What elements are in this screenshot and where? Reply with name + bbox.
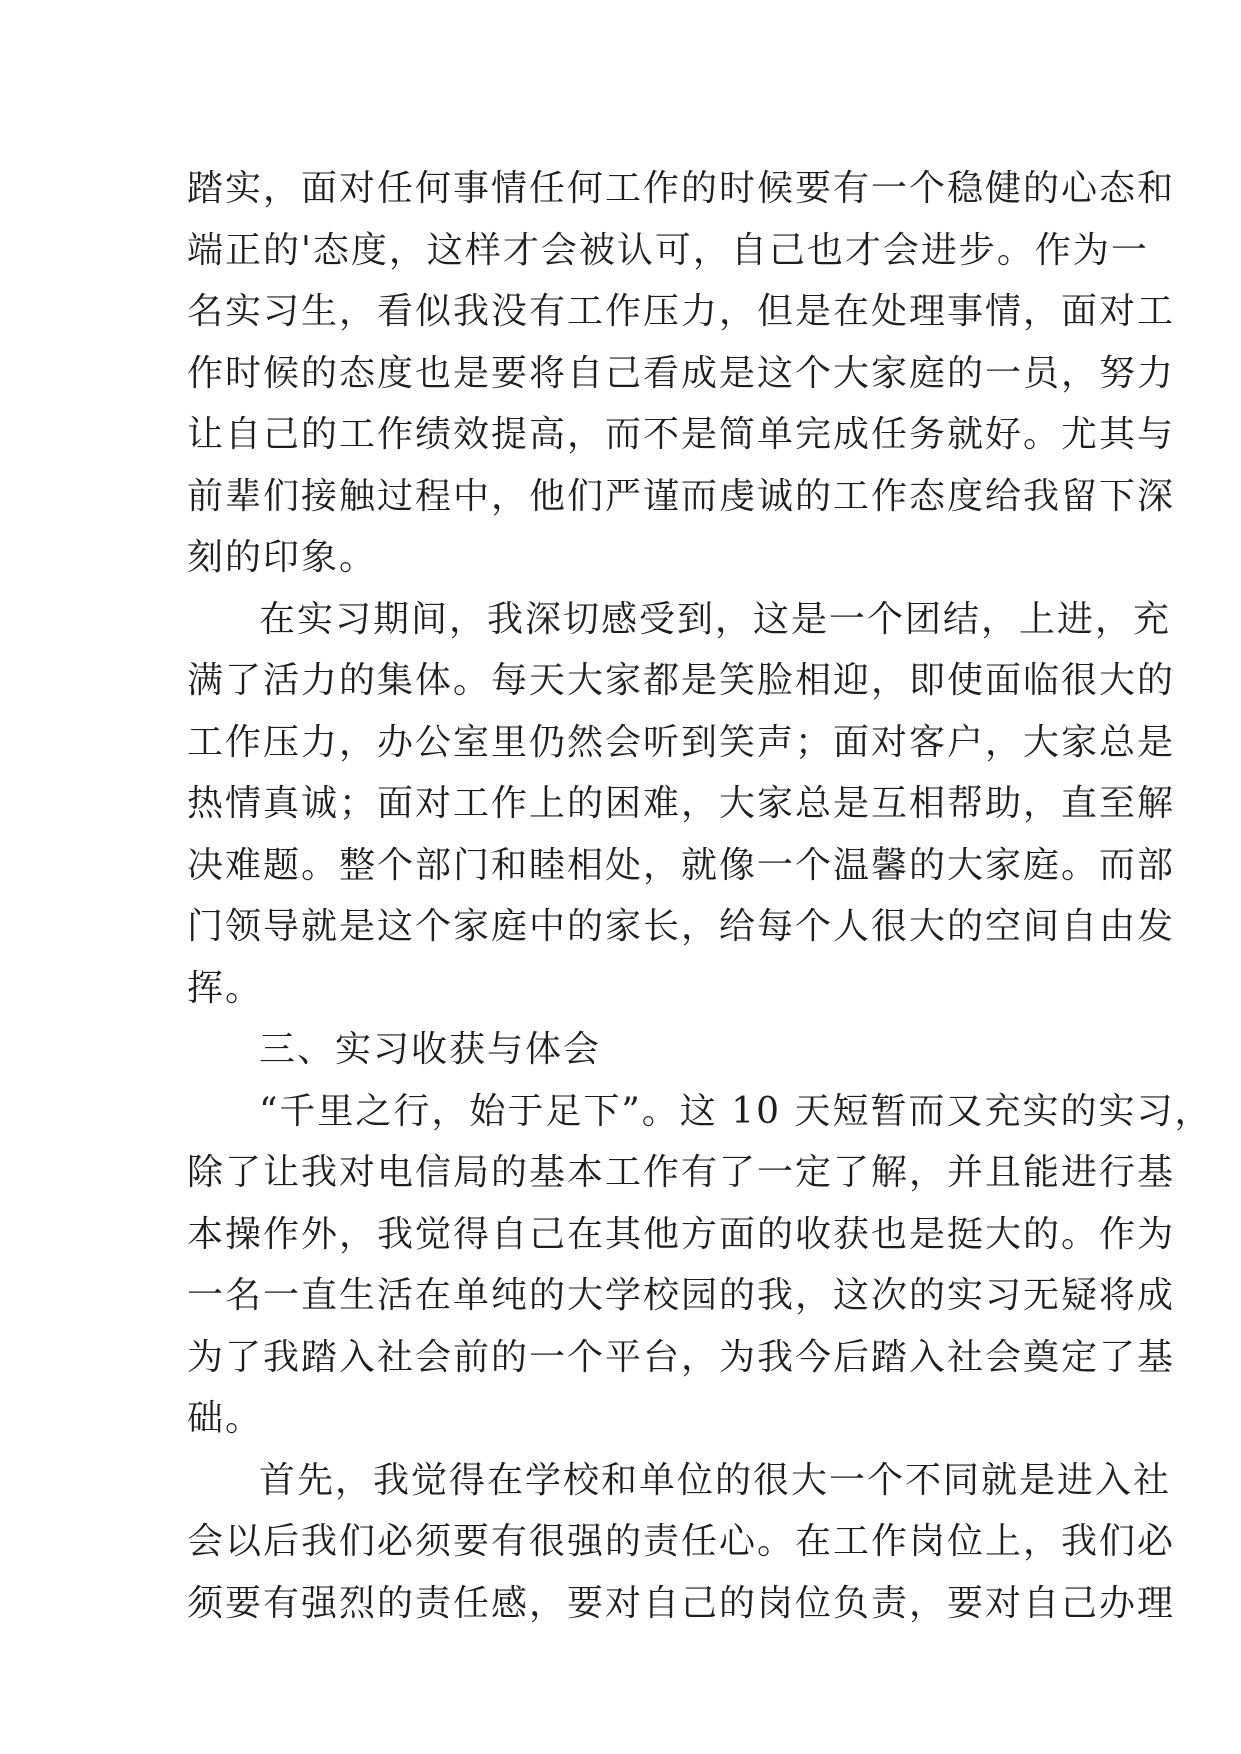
text-line: 须要有强烈的责任感，要对自己的岗位负责，要对自己办理 bbox=[187, 1582, 1176, 1624]
text-line: 挥。 bbox=[187, 967, 264, 1009]
section-heading-text: 三、实习收获与体会 bbox=[259, 1029, 602, 1070]
text-line: 工作压力，办公室里仍然会听到笑声；面对客户，大家总是 bbox=[187, 721, 1176, 763]
text-line: 刻的印象。 bbox=[187, 537, 378, 578]
text-line: 会以后我们必须要有很强的责任心。在工作岗位上，我们必 bbox=[187, 1521, 1176, 1562]
text-line: 热情真诚；面对工作上的困难，大家总是互相帮助，直至解 bbox=[187, 783, 1176, 824]
text-line: 础。 bbox=[187, 1398, 264, 1439]
text-line: 作时候的态度也是要将自己看成是这个大家庭的一员，努力 bbox=[187, 352, 1176, 394]
text-line: 踏实，面对任何事情任何工作的时候要有一个稳健的心态和 bbox=[187, 168, 1176, 209]
body-text bbox=[187, 158, 1213, 1634]
text-line: 在实习期间，我深切感受到，这是一个团结，上进，充 bbox=[259, 598, 1172, 640]
text-line: 一名一直生活在单纯的大学校园的我，这次的实习无疑将成 bbox=[187, 1275, 1176, 1316]
text-line: 端正的'态度，这样才会被认可，自己也才会进步。作为一 bbox=[187, 229, 1149, 271]
text-line: 本操作外，我觉得自己在其他方面的收获也是挺大的。作为 bbox=[187, 1213, 1176, 1255]
text-line: 让自己的工作绩效提高，而不是简单完成任务就好。尤其与 bbox=[187, 414, 1176, 455]
paragraph-1 bbox=[187, 158, 1176, 589]
text-line: 满了活力的集体。每天大家都是笑脸相迎，即使面临很大的 bbox=[187, 660, 1176, 701]
text-line: 为了我踏入社会前的一个平台，为我今后踏入社会奠定了基 bbox=[187, 1336, 1176, 1378]
paragraph-2 bbox=[187, 589, 1176, 1020]
text-line: 除了让我对电信局的基本工作有了一定了解，并且能进行基 bbox=[187, 1152, 1176, 1193]
text-line: 决难题。整个部门和睦相处，就像一个温馨的大家庭。而部 bbox=[187, 844, 1176, 886]
text-line: 首先，我觉得在学校和单位的很大一个不同就是进入社 bbox=[259, 1459, 1172, 1501]
section-heading bbox=[187, 1019, 1057, 1081]
text-line: 门领导就是这个家庭中的家长，给每个人很大的空间自由发 bbox=[187, 906, 1176, 947]
text-line: 名实习生，看似我没有工作压力，但是在处理事情，面对工 bbox=[187, 291, 1176, 332]
paragraph-4 bbox=[187, 1450, 1176, 1635]
text-line: “千里之行，始于足下”。这 10 天短暂而又充实的实习， bbox=[259, 1090, 1213, 1132]
paragraph-3 bbox=[187, 1081, 1213, 1450]
text-line: 前辈们接触过程中，他们严谨而虔诚的工作态度给我留下深 bbox=[187, 475, 1176, 517]
